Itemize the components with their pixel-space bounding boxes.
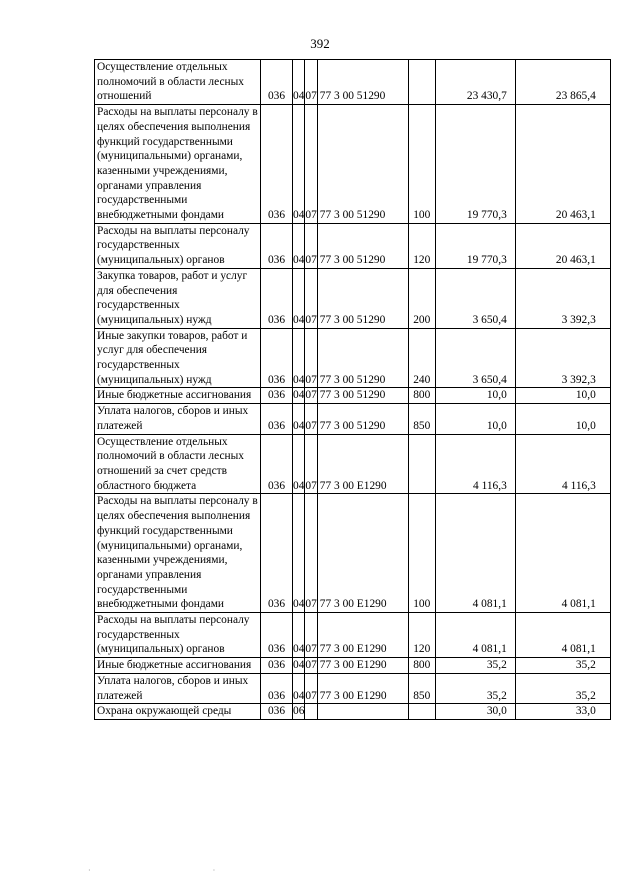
target-item-code-cell: 77 3 00 51290	[317, 105, 408, 224]
section-code-cell: 04	[293, 268, 305, 328]
section-code-cell: 04	[293, 613, 305, 658]
amount-year2-cell: 10,0	[515, 388, 610, 404]
ved-code-cell: 036	[261, 434, 293, 494]
subsection-code-cell: 07	[305, 404, 317, 434]
subsection-code-cell: 07	[305, 60, 317, 105]
target-item-code-cell: 77 3 00 Е1290	[317, 494, 408, 613]
expense-type-code-cell: 100	[408, 494, 435, 613]
row-name-cell: Закупка товаров, работ и услуг для обеспечения государственных (муниципальных) нужд	[95, 268, 261, 328]
amount-year1-cell: 4 081,1	[435, 494, 515, 613]
ved-code-cell: 036	[261, 404, 293, 434]
row-name-cell: Расходы на выплаты персоналу государственных (муниципальных) органов	[95, 613, 261, 658]
section-code-cell: 04	[293, 658, 305, 674]
section-code-cell: 04	[293, 494, 305, 613]
subsection-code-cell: 07	[305, 673, 317, 703]
table-row	[95, 434, 611, 494]
target-item-code-cell: 77 3 00 51290	[317, 404, 408, 434]
subsection-code-cell: 07	[305, 613, 317, 658]
expense-type-code-cell: 200	[408, 268, 435, 328]
subsection-code-cell: 07	[305, 328, 317, 388]
amount-year1-cell: 19 770,3	[435, 223, 515, 268]
target-item-code-cell: 77 3 00 51290	[317, 223, 408, 268]
table-row	[95, 105, 611, 224]
ved-code-cell: 036	[261, 268, 293, 328]
subsection-code-cell: 07	[305, 105, 317, 224]
amount-year1-cell: 4 116,3	[435, 434, 515, 494]
amount-year2-cell: 3 392,3	[515, 268, 610, 328]
amount-year2-cell: 20 463,1	[515, 105, 610, 224]
expense-type-code-cell: 800	[408, 658, 435, 674]
budget-table-body	[95, 60, 611, 720]
subsection-code-cell: 07	[305, 223, 317, 268]
row-name-cell: Осуществление отдельных полномочий в области лесных отношений	[95, 60, 261, 105]
section-code-cell: 04	[293, 388, 305, 404]
amount-year2-cell: 3 392,3	[515, 328, 610, 388]
amount-year2-cell: 23 865,4	[515, 60, 610, 105]
row-name-cell: Расходы на выплаты персоналу в целях обеспечения выполнения функций государственными (муниципальными) органами, казенными учреждениями, органами управления государственными внебюджетными фондами	[95, 105, 261, 224]
amount-year1-cell: 19 770,3	[435, 105, 515, 224]
expense-type-code-cell	[408, 434, 435, 494]
table-row	[95, 328, 611, 388]
amount-year2-cell: 35,2	[515, 658, 610, 674]
target-item-code-cell: 77 3 00 51290	[317, 328, 408, 388]
subsection-code-cell: 07	[305, 658, 317, 674]
target-item-code-cell: 77 3 00 Е1290	[317, 613, 408, 658]
table-row	[95, 658, 611, 674]
amount-year2-cell: 10,0	[515, 404, 610, 434]
amount-year2-cell: 4 081,1	[515, 494, 610, 613]
section-code-cell: 04	[293, 328, 305, 388]
subsection-code-cell: 07	[305, 388, 317, 404]
subsection-code-cell: 07	[305, 268, 317, 328]
expense-type-code-cell: 850	[408, 404, 435, 434]
row-name-cell: Уплата налогов, сборов и иных платежей	[95, 404, 261, 434]
row-name-cell: Расходы на выплаты персоналу государственных (муниципальных) органов	[95, 223, 261, 268]
ved-code-cell: 036	[261, 658, 293, 674]
section-code-cell: 04	[293, 434, 305, 494]
ved-code-cell: 036	[261, 673, 293, 703]
target-item-code-cell: 77 3 00 Е1290	[317, 434, 408, 494]
section-code-cell: 04	[293, 404, 305, 434]
section-code-cell: 04	[293, 223, 305, 268]
expense-type-code-cell: 850	[408, 673, 435, 703]
row-name-cell: Охрана окружающей среды	[95, 704, 261, 720]
amount-year1-cell: 30,0	[435, 704, 515, 720]
row-name-cell: Иные закупки товаров, работ и услуг для обеспечения государственных (муниципальных) нужд	[95, 328, 261, 388]
table-row	[95, 60, 611, 105]
amount-year1-cell: 3 650,4	[435, 268, 515, 328]
ved-code-cell: 036	[261, 105, 293, 224]
target-item-code-cell: 77 3 00 51290	[317, 60, 408, 105]
expense-type-code-cell: 120	[408, 223, 435, 268]
table-row	[95, 704, 611, 720]
ved-code-cell: 036	[261, 704, 293, 720]
table-row	[95, 494, 611, 613]
ved-code-cell: 036	[261, 328, 293, 388]
expense-type-code-cell: 120	[408, 613, 435, 658]
amount-year1-cell: 35,2	[435, 658, 515, 674]
amount-year2-cell: 20 463,1	[515, 223, 610, 268]
ved-code-cell: 036	[261, 223, 293, 268]
row-name-cell: Уплата налогов, сборов и иных платежей	[95, 673, 261, 703]
table-row	[95, 388, 611, 404]
expense-type-code-cell: 800	[408, 388, 435, 404]
target-item-code-cell: 77 3 00 51290	[317, 388, 408, 404]
subsection-code-cell: 07	[305, 494, 317, 613]
row-name-cell: Осуществление отдельных полномочий в области лесных отношений за счет средств областного бюджета	[95, 434, 261, 494]
subsection-code-cell	[305, 704, 317, 720]
target-item-code-cell: 77 3 00 Е1290	[317, 658, 408, 674]
row-name-cell: Иные бюджетные ассигнования	[95, 388, 261, 404]
table-row	[95, 404, 611, 434]
target-item-code-cell: 77 3 00 51290	[317, 268, 408, 328]
target-item-code-cell: 77 3 00 Е1290	[317, 673, 408, 703]
table-row	[95, 223, 611, 268]
subsection-code-cell: 07	[305, 434, 317, 494]
table-row	[95, 268, 611, 328]
row-name-cell: Расходы на выплаты персоналу в целях обеспечения выполнения функций государственными (муниципальными) органами, казенными учреждениями, органами управления государственными внебюджетными фондами	[95, 494, 261, 613]
section-code-cell: 04	[293, 673, 305, 703]
table-row	[95, 673, 611, 703]
expense-type-code-cell	[408, 60, 435, 105]
expense-type-code-cell: 100	[408, 105, 435, 224]
expense-type-code-cell	[408, 704, 435, 720]
scan-specks: · ·	[88, 866, 276, 875]
budget-table	[94, 59, 611, 720]
amount-year1-cell: 4 081,1	[435, 613, 515, 658]
amount-year2-cell: 35,2	[515, 673, 610, 703]
amount-year1-cell: 10,0	[435, 388, 515, 404]
ved-code-cell: 036	[261, 613, 293, 658]
target-item-code-cell	[317, 704, 408, 720]
amount-year2-cell: 4 081,1	[515, 613, 610, 658]
expense-type-code-cell: 240	[408, 328, 435, 388]
ved-code-cell: 036	[261, 494, 293, 613]
table-row	[95, 613, 611, 658]
amount-year1-cell: 10,0	[435, 404, 515, 434]
amount-year2-cell: 33,0	[515, 704, 610, 720]
section-code-cell: 04	[293, 105, 305, 224]
row-name-cell: Иные бюджетные ассигнования	[95, 658, 261, 674]
amount-year1-cell: 3 650,4	[435, 328, 515, 388]
amount-year1-cell: 35,2	[435, 673, 515, 703]
amount-year1-cell: 23 430,7	[435, 60, 515, 105]
ved-code-cell: 036	[261, 60, 293, 105]
page-number: 392	[310, 36, 330, 51]
ved-code-cell: 036	[261, 388, 293, 404]
section-code-cell: 06	[293, 704, 305, 720]
section-code-cell: 04	[293, 60, 305, 105]
amount-year2-cell: 4 116,3	[515, 434, 610, 494]
